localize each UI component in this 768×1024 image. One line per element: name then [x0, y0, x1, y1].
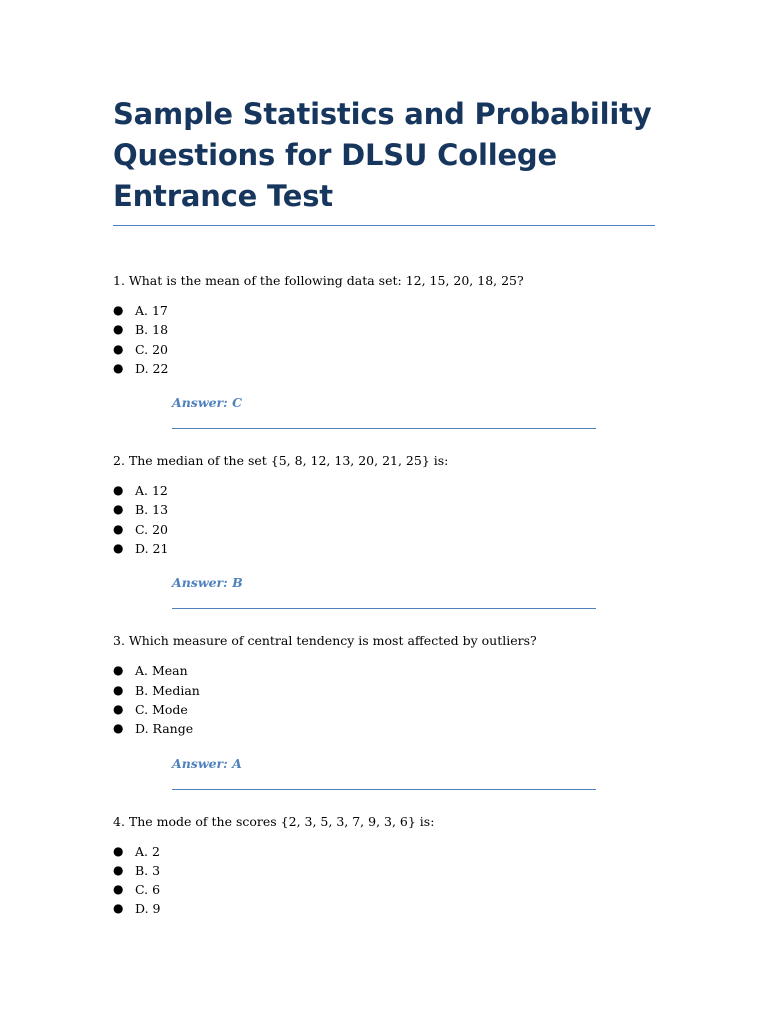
- bullet-icon: ●: [113, 682, 124, 697]
- option-item: [113, 301, 655, 320]
- option-label: C. Mode: [135, 701, 188, 717]
- question-text: 1. What is the mean of the following data set: 12, 15, 20, 18, 25?: [113, 273, 524, 288]
- option-item: [113, 880, 655, 899]
- bullet-icon: ●: [113, 663, 124, 678]
- option-item: [113, 899, 655, 918]
- bullet-icon: ●: [113, 541, 124, 556]
- option-item: [113, 481, 655, 500]
- bullet-icon: ●: [113, 701, 124, 716]
- question-text: 2. The median of the set {5, 8, 12, 13, 20, 21, 25} is:: [113, 453, 449, 469]
- options-list: [113, 842, 655, 919]
- bullet-icon: ●: [113, 521, 124, 536]
- bullet-icon: ●: [113, 901, 124, 916]
- option-label: B. Median: [135, 682, 200, 698]
- document-title: Sample Statistics and Probability Questions for DLSU College Entrance Test: [113, 94, 655, 226]
- option-item: [113, 359, 655, 378]
- bullet-icon: ●: [113, 882, 124, 897]
- option-item: [113, 500, 655, 519]
- option-item: [113, 700, 655, 719]
- option-label: C. 20: [135, 521, 168, 537]
- bullet-icon: ●: [113, 843, 124, 858]
- option-label: B. 13: [135, 502, 169, 518]
- option-item: [113, 661, 655, 680]
- options-list: [113, 301, 655, 378]
- option-label: A. 12: [135, 483, 168, 499]
- bullet-icon: ●: [113, 483, 124, 498]
- option-label: C. 6: [135, 882, 161, 898]
- question-text: 3. Which measure of central tendency is most affected by outliers?: [113, 633, 537, 649]
- option-label: A. 2: [135, 843, 160, 859]
- document-page: [113, 94, 655, 919]
- option-label: A. Mean: [135, 663, 188, 679]
- question-3: [113, 632, 655, 789]
- spacer: [113, 226, 655, 249]
- option-label: B. 18: [135, 322, 169, 338]
- question-4: [113, 813, 655, 919]
- question-2: [113, 452, 655, 609]
- bullet-icon: ●: [113, 322, 124, 337]
- answer-label: Answer: A: [172, 755, 596, 790]
- option-item: [113, 719, 655, 738]
- bullet-icon: ●: [113, 303, 124, 317]
- question-1: [113, 272, 655, 429]
- option-label: C. 20: [135, 341, 168, 357]
- option-label: D. 22: [135, 360, 169, 376]
- option-item: [113, 539, 655, 558]
- answer-label: Answer: C: [172, 394, 596, 429]
- option-label: B. 3: [135, 862, 161, 878]
- bullet-icon: ●: [113, 862, 124, 877]
- option-label: A. 17: [135, 303, 168, 318]
- option-label: D. 9: [135, 901, 161, 917]
- bullet-icon: ●: [113, 502, 124, 517]
- option-label: D. 21: [135, 541, 169, 557]
- option-item: [113, 520, 655, 539]
- option-item: [113, 842, 655, 861]
- bullet-icon: ●: [113, 721, 124, 736]
- options-list: [113, 661, 655, 738]
- option-label: D. Range: [135, 721, 194, 737]
- bullet-icon: ●: [113, 341, 124, 356]
- option-item: [113, 861, 655, 880]
- option-item: [113, 681, 655, 700]
- option-item: [113, 320, 655, 339]
- option-item: [113, 340, 655, 359]
- bullet-icon: ●: [113, 360, 124, 375]
- question-text: 4. The mode of the scores {2, 3, 5, 3, 7, 9, 3, 6} is:: [113, 813, 435, 829]
- answer-label: Answer: B: [172, 574, 596, 609]
- options-list: [113, 481, 655, 558]
